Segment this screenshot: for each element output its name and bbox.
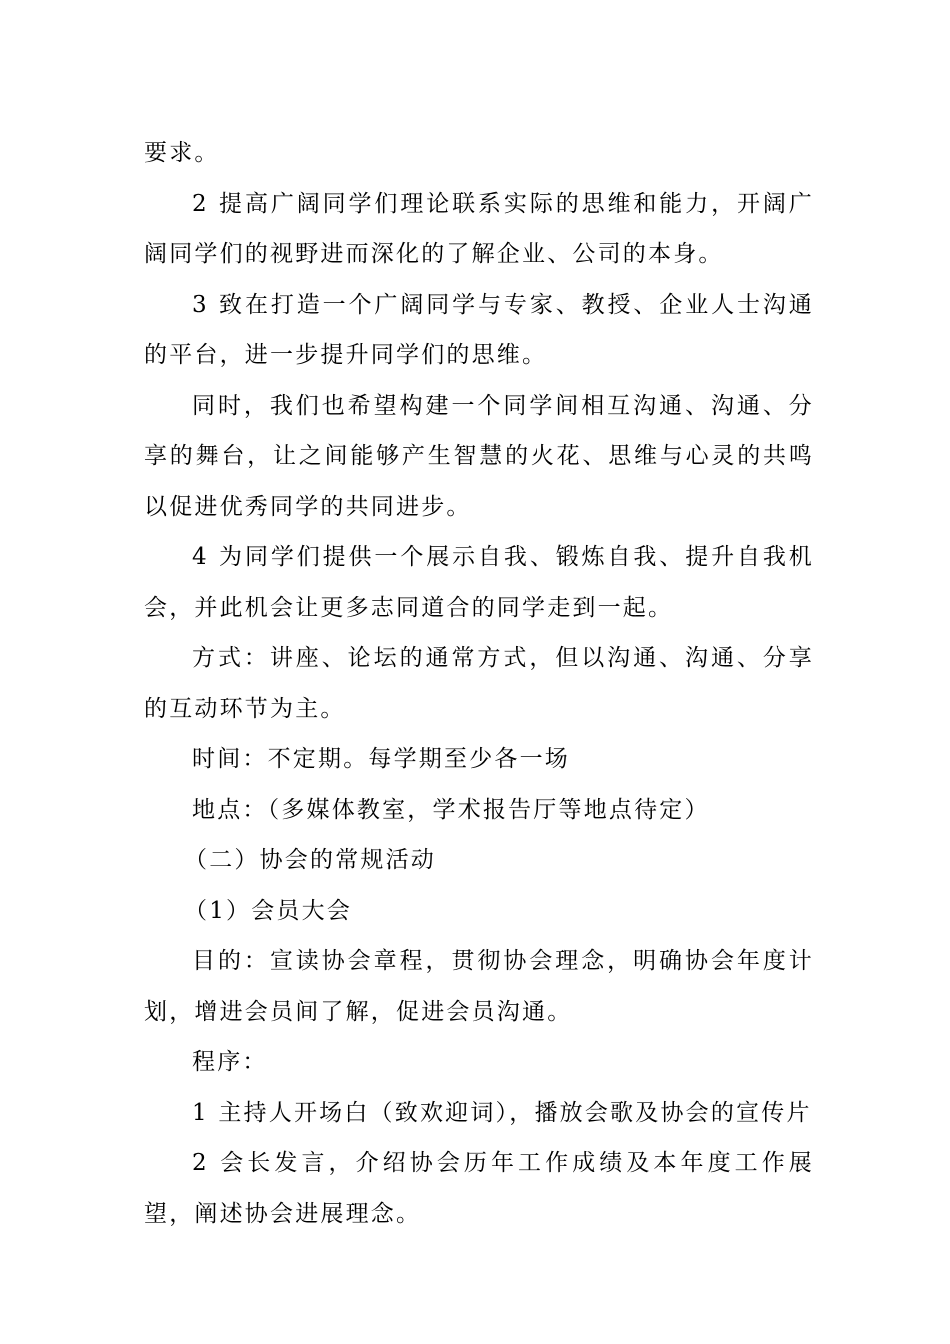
subsection-heading-member-assembly: （1）会员大会 [184, 897, 353, 924]
paragraph-procedure-step-2: 2 会长发言，介绍协会历年工作成绩及本年度工作展望，阐述协会进展理念。 [144, 1150, 814, 1227]
paragraph-purpose: 目的：宣读协会章程，贯彻协会理念，明确协会年度计划，增进会员间了解，促进会员沟通。 [144, 948, 814, 1025]
paragraph-item-4: 4 为同学们提供一个展示自我、锻炼自我、提升自我机会，并此机会让更多志同道合的同学走到一起。 [144, 544, 814, 621]
paragraph-location: 地点：（多媒体教室，学术报告厅等地点待定） [192, 796, 710, 823]
paragraph-continuation: 要求。 [144, 140, 220, 166]
document-body [144, 128, 814, 1239]
paragraph-procedure-label: 程序： [192, 1049, 268, 1075]
paragraph-procedure-step-1: 1 主持人开场白（致欢迎词），播放会歌及协会的宣传片 [192, 1099, 812, 1126]
paragraph-meanwhile: 同时，我们也希望构建一个同学间相互沟通、沟通、分享的舞台，让之间能够产生智慧的火花、思维与心灵的共鸣以促进优秀同学的共同进步。 [144, 392, 814, 520]
paragraph-time: 时间：不定期。每学期至少各一场 [192, 746, 570, 772]
paragraph-item-2: 2 提高广阔同学们理论联系实际的思维和能力，开阔广阔同学们的视野进而深化的了解企业、公司的本身。 [144, 190, 814, 267]
paragraph-item-3: 3 致在打造一个广阔同学与专家、教授、企业人士沟通的平台，进一步提升同学们的思维。 [144, 291, 814, 368]
paragraph-method: 方式：讲座、论坛的通常方式，但以沟通、沟通、分享的互动环节为主。 [144, 645, 814, 722]
section-heading-regular-activities: （二）协会的常规活动 [184, 847, 436, 873]
